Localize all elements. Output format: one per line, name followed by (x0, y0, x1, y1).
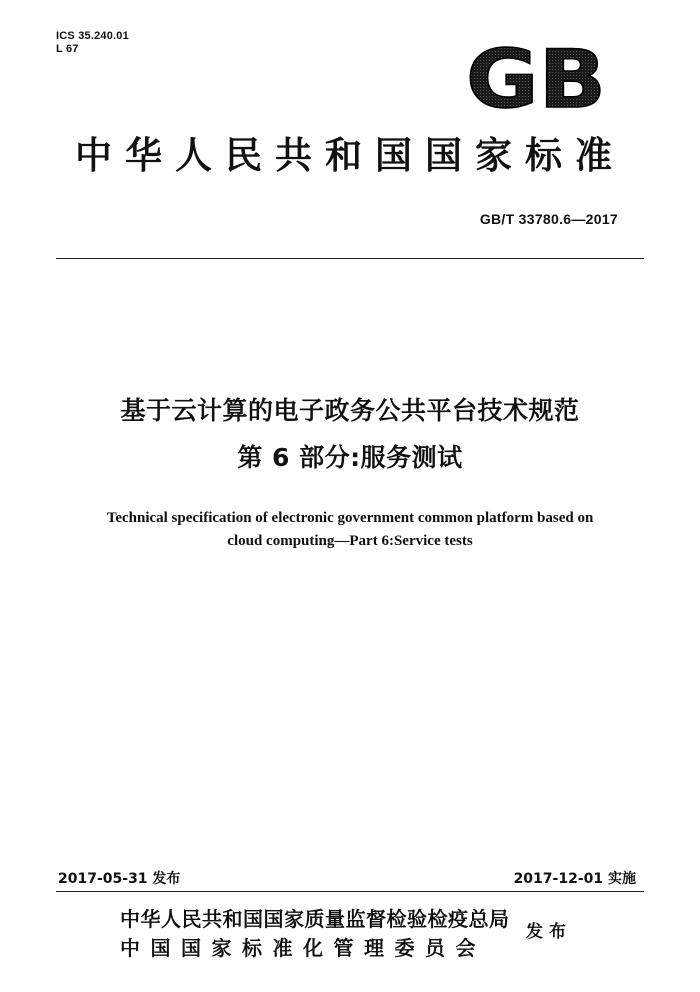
issuer-line-2: 中国国家标准化管理委员会 (120, 936, 486, 960)
title-en-line-2: cloud computing—Part 6:Service tests (227, 533, 473, 549)
gb-logo-text: GB (466, 44, 606, 114)
classification-code: L 67 (56, 43, 79, 55)
issuer-line-1: 中华人民共和国国家质量监督检验检疫总局 (120, 907, 510, 931)
title-en-line-1: Technical specification of electronic government common platform based on (106, 510, 594, 526)
publish-label: 发布 (526, 922, 572, 942)
ics-code: ICS 35.240.01 (56, 30, 129, 42)
header-divider (56, 258, 644, 259)
title-zh-line-2: 第 6 部分:服务测试 (237, 443, 463, 472)
title-zh-line-1: 基于云计算的电子政务公共平台技术规范 (120, 396, 580, 425)
implementation-date: 2017-12-01 实施 (513, 871, 636, 887)
issue-date: 2017-05-31 发布 (58, 871, 181, 887)
footer-divider (56, 891, 644, 892)
national-standard-title: 中华人民共和国国家标准 (75, 133, 625, 177)
gb-logo (464, 44, 608, 114)
standard-number: GB/T 33780.6—2017 (479, 211, 618, 227)
